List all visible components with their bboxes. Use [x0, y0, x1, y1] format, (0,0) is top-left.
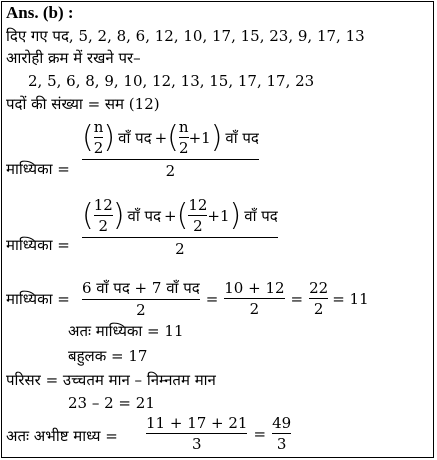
median-result: अतः माध्यिका = 11 [68, 322, 184, 340]
mean-calculation: 11 + 17 + 21 3 = 49 3 [146, 414, 292, 453]
given-terms: दिए गए पद, 5, 2, 8, 6, 12, 10, 17, 15, 23, 9, 17, 13 [6, 27, 365, 45]
range-result: 23 – 2 = 21 [68, 394, 155, 412]
12-over-2: 12 2 [93, 196, 113, 235]
range-definition: परिसर = उच्चतम मान – निम्नतम मान [6, 371, 216, 389]
formula-numerator: ( 12 2 ) वाँ पद + ( 12 2 +1 ) वाँ पद [82, 196, 278, 235]
ascending-label: आरोही क्रम में रखने पर– [6, 49, 141, 67]
median-formula-substituted: ( 12 2 ) वाँ पद + ( 12 2 +1 ) वाँ पद 2 [82, 196, 278, 258]
median-label-1: माध्यिका = [6, 160, 70, 178]
answer-heading: Ans. (b) : [6, 3, 74, 22]
term-count: पदों की संख्या = सम (12) [6, 95, 160, 113]
12-over-2b: 12 2 [188, 196, 208, 235]
median-calculation: 6 वाँ पद + 7 वाँ पद 2 = 10 + 12 2 = 22 2 = 11 [82, 279, 369, 319]
median-label-3: माध्यिका = [6, 290, 70, 308]
mode-result: बहुलक = 17 [68, 347, 148, 365]
mean-label: अतः अभीष्ट माध्य = [6, 427, 118, 445]
n-over-2b: n 2 [178, 118, 189, 157]
median-label-2: माध्यिका = [6, 236, 70, 254]
formula-numerator: ( n 2 ) वाँ पद + ( n 2 +1 ) वाँ पद [82, 118, 259, 157]
n-over-2: n 2 [93, 118, 104, 157]
sorted-terms: 2, 5, 6, 8, 9, 10, 12, 13, 15, 17, 17, 23 [28, 72, 315, 90]
median-formula-general: ( n 2 ) वाँ पद + ( n 2 +1 ) वाँ पद 2 [82, 118, 259, 180]
